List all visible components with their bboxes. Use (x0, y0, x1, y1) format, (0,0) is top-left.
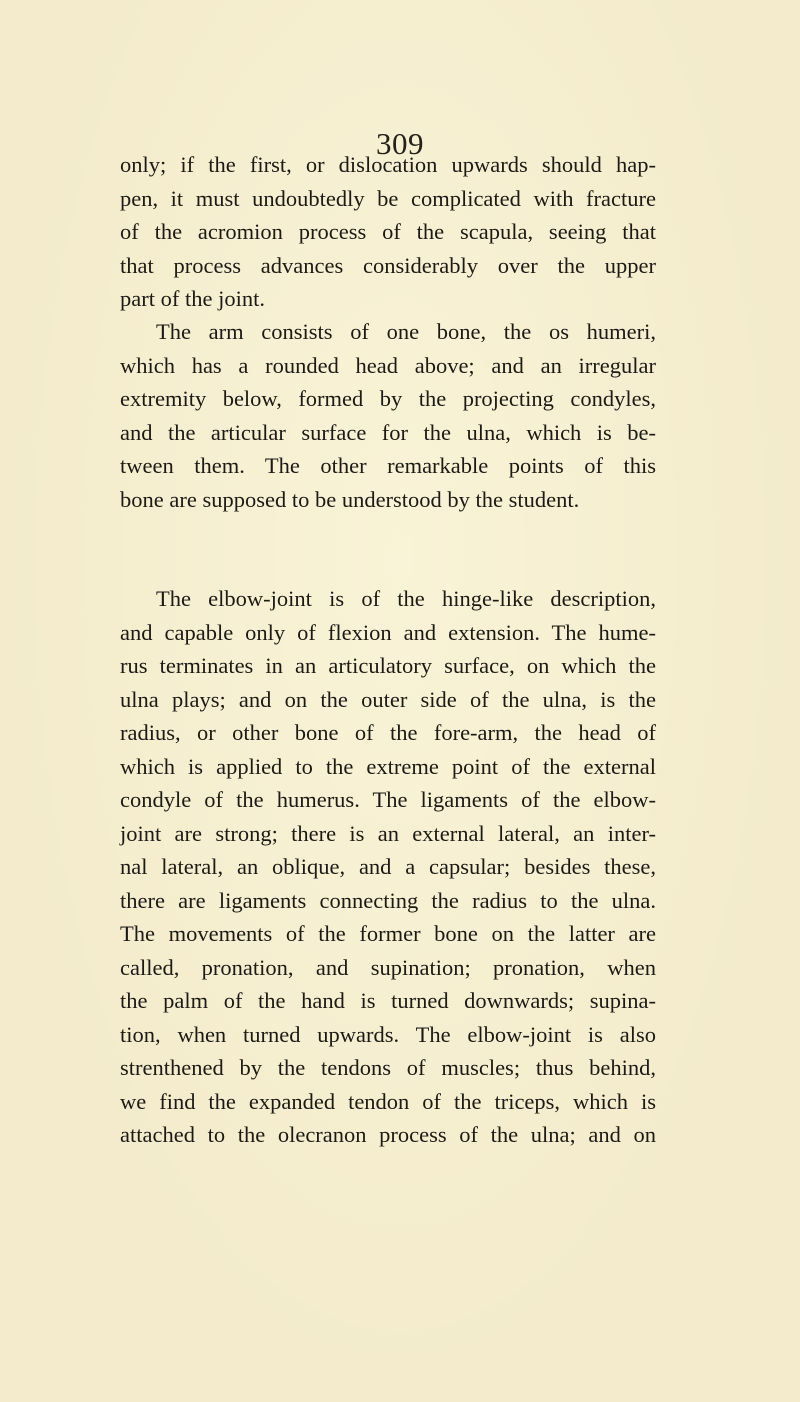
text-line: called, pronation, and supination; pronation, when (120, 954, 656, 980)
paragraph-arm-bone (120, 315, 656, 516)
text-line: radius, or other bone of the fore-arm, the head of (120, 720, 656, 745)
text-line: only; if the first, or dislocation upwards should hap- (120, 152, 656, 177)
text-line: tween them. The other remarkable points of this (120, 453, 656, 478)
text-line: attached to the olecranon process of the ulna; and on (120, 1122, 656, 1147)
text-line: extremity below, formed by the projecting condyles, (120, 386, 656, 411)
text-line: which has a rounded head above; and an irregular (120, 352, 656, 378)
text-line: The arm consists of one bone, the os humeri, (156, 319, 656, 344)
text-line: and capable only of flexion and extension. The hume- (120, 619, 656, 645)
text-line: that process advances considerably over the upper (120, 252, 656, 278)
text-line: bone are supposed to be understood by the student. (120, 486, 580, 512)
text-line: rus terminates in an articulatory surface, on which the (120, 653, 656, 678)
text-line: pen, it must undoubtedly be complicated with fracture (120, 185, 656, 211)
text-line: tion, when turned upwards. The elbow-joint is also (120, 1021, 656, 1047)
text-line: joint are strong; there is an external lateral, an inter- (120, 820, 656, 846)
text-line: ulna plays; and on the outer side of the ulna, is the (120, 686, 656, 712)
text-line: the palm of the hand is turned downwards; supina- (120, 988, 656, 1013)
text-line: part of the joint. (120, 286, 265, 311)
text-line: which is applied to the extreme point of the external (120, 753, 656, 779)
text-line: strenthened by the tendons of muscles; thus behind, (120, 1055, 656, 1080)
paragraph-dislocation (120, 148, 656, 316)
text-line: and the articular surface for the ulna, which is be- (120, 419, 656, 445)
text-line: there are ligaments connecting the radius to the ulna. (120, 887, 656, 913)
page-number: 309 (376, 126, 424, 161)
text-line: we find the expanded tendon of the triceps, which is (120, 1088, 656, 1114)
text-line: The movements of the former bone on the latter are (120, 921, 656, 946)
paragraph-elbow-joint (120, 582, 656, 1152)
text-line: of the acromion process of the scapula, seeing that (120, 219, 656, 244)
text-line: condyle of the humerus. The ligaments of the elbow- (120, 787, 656, 812)
text-line: The elbow-joint is of the hinge-like description, (156, 586, 656, 611)
text-line: nal lateral, an oblique, and a capsular; besides these, (120, 854, 656, 879)
